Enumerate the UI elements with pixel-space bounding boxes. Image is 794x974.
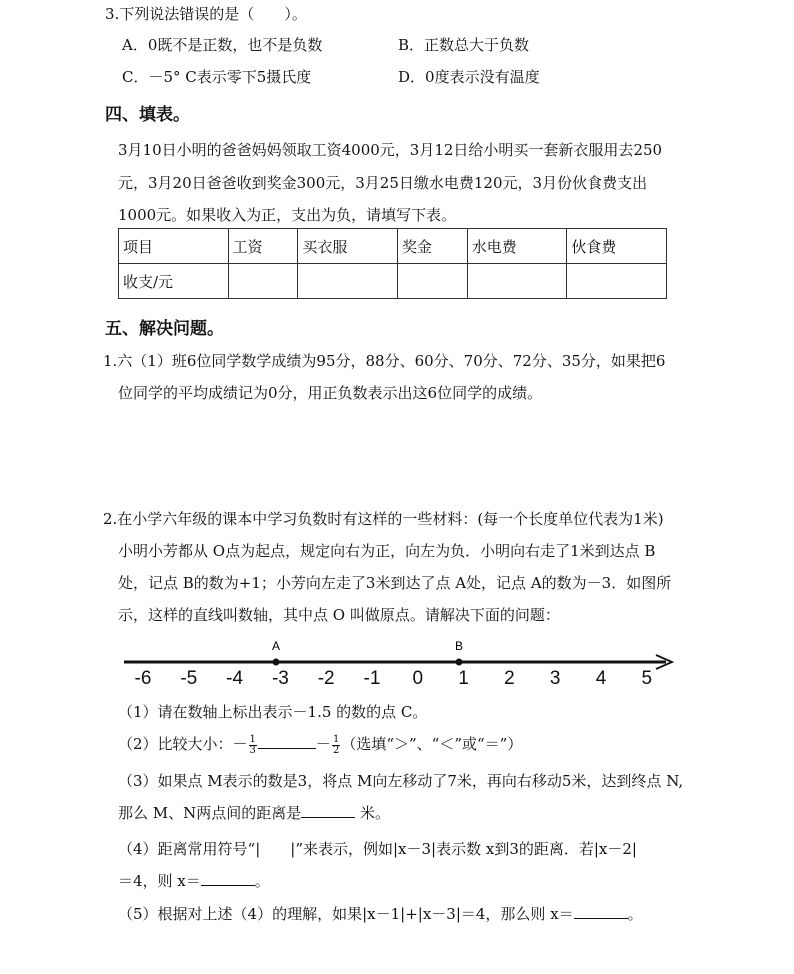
- sub3-text: 那么 M、N两点间的距离是: [118, 804, 302, 822]
- sub3-line2: [118, 802, 390, 823]
- point-a-dot: [273, 659, 280, 666]
- section4-para-line1: 3月10日小明的爸爸妈妈领取工资4000元，3月12日给小明买一套新衣服用去250: [118, 141, 663, 159]
- point-a-label: A: [271, 639, 281, 653]
- distance-blank[interactable]: [301, 803, 355, 818]
- sub5: [118, 903, 643, 924]
- table-input-cell[interactable]: [467, 264, 567, 299]
- table-input-cell[interactable]: [398, 264, 468, 299]
- table-input-cell[interactable]: [567, 264, 667, 299]
- q3-option-b: B．正数总大于负数: [398, 36, 530, 54]
- sub4-line1: （4）距离常用符号“| |”来表示，例如|x－3|表示数 x到3的距离．若|x－2|: [118, 840, 637, 858]
- table-row: [119, 264, 667, 299]
- section5-heading: 五、解决问题。: [105, 319, 224, 339]
- table-cell: 伙食费: [567, 229, 667, 264]
- fraction-2-numerator: 1: [332, 733, 340, 745]
- sub2-prefix: （2）比较大小：－: [118, 735, 248, 753]
- q3-option-c: C．－5° C表示零下5摄氏度: [122, 68, 312, 86]
- x-blank-1[interactable]: [201, 871, 255, 886]
- tick-label: 2: [504, 668, 515, 689]
- q2-line1: 2.在小学六年级的课本中学习负数时有这样的一些材料：(每一个长度单位代表为1米): [103, 510, 664, 528]
- table-cell: 项目: [119, 229, 229, 264]
- table-cell: 水电费: [467, 229, 567, 264]
- sub3-end: 米。: [355, 804, 391, 822]
- tick-label: 1: [458, 668, 469, 689]
- table-cell: 收支/元: [119, 264, 229, 299]
- tick-label: -4: [226, 668, 244, 689]
- q1-line1: 1.六（1）班6位同学数学成绩为95分，88分、60分、70分、72分、35分，如果把6: [103, 352, 666, 370]
- section4-heading: 四、填表。: [105, 105, 190, 125]
- sub2-suffix: （选填“＞”、“＜”或“＝”）: [341, 735, 523, 753]
- tick-label: -1: [363, 668, 381, 689]
- q2-line2: 小明小芳都从 O点为起点，规定向右为正，向左为负．小明向右走了1米到达点 B: [118, 542, 656, 560]
- q2-line3: 处，记点 B的数为+1；小芳向左走了3米到达了点 A处，记点 A的数为－3．如图所: [118, 574, 672, 592]
- tick-label: -3: [271, 668, 289, 689]
- sub3-line1: （3）如果点 M表示的数是3，将点 M向左移动了7米，再向右移动5米，达到终点 N,: [118, 772, 684, 790]
- number-line-ticks: [135, 668, 653, 689]
- fraction-2: [332, 735, 340, 756]
- sub4-text: ＝4，则 x＝: [118, 872, 201, 890]
- tick-label: -6: [134, 668, 152, 689]
- sub2: [118, 733, 522, 756]
- table-header-row: [119, 229, 667, 264]
- income-expense-table: [118, 228, 667, 299]
- section4-para-line2: 元，3月20日爸爸收到奖金300元，3月25日缴水电费120元，3月份伙食费支出: [118, 174, 648, 192]
- table-cell: 买衣服: [298, 229, 398, 264]
- table-cell: 奖金: [398, 229, 468, 264]
- table-input-cell[interactable]: [298, 264, 398, 299]
- fraction-1-numerator: 1: [249, 733, 256, 745]
- x-blank-2[interactable]: [574, 904, 628, 919]
- q3-title: 3.下列说法错误的是（ ）。: [105, 5, 307, 23]
- sub5-end: 。: [627, 905, 643, 923]
- tick-label: 3: [549, 668, 561, 689]
- sub4-end: 。: [254, 872, 270, 890]
- tick-label: -2: [317, 668, 335, 689]
- point-b-label: B: [454, 639, 464, 653]
- sub1: （1）请在数轴上标出表示－1.5 的数的点 C。: [118, 703, 428, 721]
- q1-line2: 位同学的平均成绩记为0分，用正负数表示出这6位同学的成绩。: [118, 384, 543, 402]
- tick-label: 5: [641, 668, 653, 689]
- table-input-cell[interactable]: [228, 264, 298, 299]
- sub5-text: （5）根据对上述（4）的理解，如果|x－1|+|x－3|＝4，那么则 x＝: [118, 905, 574, 923]
- q3-option-d: D．0度表示没有温度: [398, 68, 540, 86]
- sub4-line2: [118, 870, 270, 891]
- fraction-1-denominator: 3: [249, 744, 256, 756]
- q3-option-a: A．0既不是正数，也不是负数: [122, 36, 323, 54]
- q2-line4: 示，这样的直线叫数轴，其中点 O 叫做原点。请解决下面的问题：: [118, 606, 560, 624]
- point-b-dot: [456, 659, 463, 666]
- compare-blank[interactable]: [258, 734, 316, 749]
- table-cell: 工资: [228, 229, 298, 264]
- fraction-1: [249, 735, 257, 756]
- section4-para-line3: 1000元。如果收入为正，支出为负，请填写下表。: [118, 206, 457, 224]
- sub2-mid: －: [315, 735, 331, 753]
- number-line: [118, 632, 688, 692]
- tick-label: 4: [595, 668, 607, 689]
- tick-label: -5: [180, 668, 198, 689]
- fraction-2-denominator: 2: [332, 744, 340, 756]
- tick-label: 0: [412, 668, 424, 689]
